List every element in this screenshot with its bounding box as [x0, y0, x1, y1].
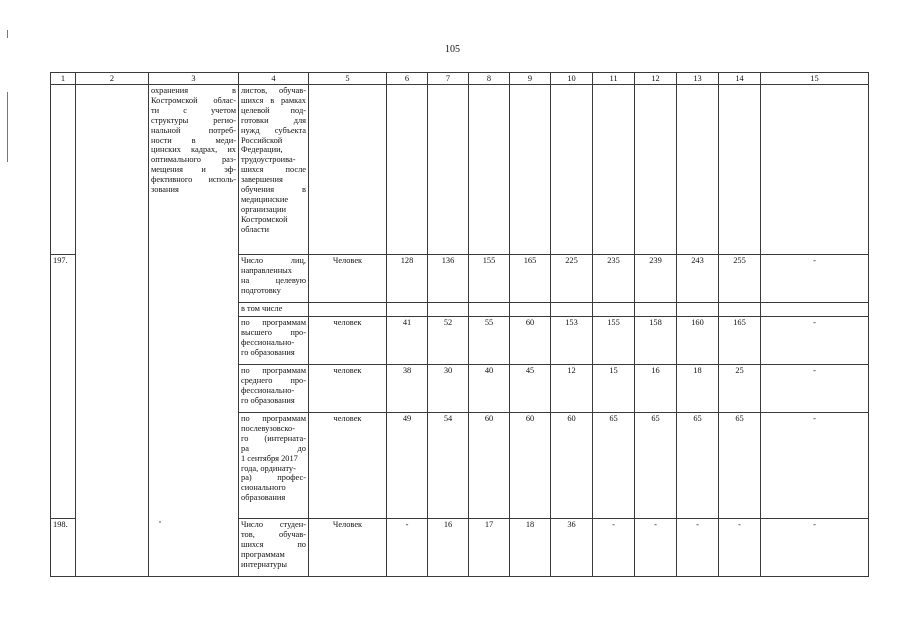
- header-cell: 12: [635, 73, 677, 85]
- header-cell: 1: [51, 73, 76, 85]
- value-cell: 65: [719, 413, 761, 519]
- unit-cell: человек: [309, 317, 387, 365]
- value-cell: -: [593, 519, 635, 577]
- value-cell: 41: [387, 317, 428, 365]
- value-cell: 18: [510, 519, 551, 577]
- header-cell: 4: [239, 73, 309, 85]
- value-cell: 160: [677, 317, 719, 365]
- value-cell: [719, 303, 761, 317]
- value-cell: 65: [635, 413, 677, 519]
- value-cell: 12: [551, 365, 593, 413]
- unit-cell: [309, 303, 387, 317]
- header-cell: 13: [677, 73, 719, 85]
- value-cell: 17: [469, 519, 510, 577]
- value-cell: 30: [428, 365, 469, 413]
- unit-cell: человек: [309, 365, 387, 413]
- value-cell: 155: [469, 255, 510, 303]
- unit-cell: человек: [309, 413, 387, 519]
- value-cell: 128: [387, 255, 428, 303]
- value-cell: -: [761, 365, 869, 413]
- cont-indicator-cell: листов, обучав- шихся в рамках целевой под- готовки для нужд субъекта Российской Федерации, трудоустроива- шихся после завершения обучения в медицинские организации Костромской области: [239, 85, 309, 255]
- value-cell: 16: [635, 365, 677, 413]
- header-row: [51, 73, 869, 85]
- value-cell: 235: [593, 255, 635, 303]
- header-cell: 2: [76, 73, 149, 85]
- value-cell: 65: [677, 413, 719, 519]
- value-cell: [428, 303, 469, 317]
- header-cell: 11: [593, 73, 635, 85]
- value-cell: 60: [469, 413, 510, 519]
- value-cell: 225: [551, 255, 593, 303]
- value-cell: [510, 303, 551, 317]
- value-cell: 45: [510, 365, 551, 413]
- indicator-name-cell: Число лиц, направленных на целевую подготовку: [239, 255, 309, 303]
- margin-mark-lower: [7, 92, 8, 162]
- value-cell: -: [761, 255, 869, 303]
- value-cell: 165: [510, 255, 551, 303]
- indicator-name-cell: по программам среднего про- фессионально- го образования: [239, 365, 309, 413]
- value-cell: 38: [387, 365, 428, 413]
- value-cell: 25: [719, 365, 761, 413]
- value-cell: 165: [719, 317, 761, 365]
- value-cell: 16: [428, 519, 469, 577]
- value-cell: 158: [635, 317, 677, 365]
- header-cell: 10: [551, 73, 593, 85]
- value-cell: -: [761, 519, 869, 577]
- value-cell: 60: [510, 413, 551, 519]
- value-cell: [677, 303, 719, 317]
- value-cell: [593, 303, 635, 317]
- value-cell: -: [761, 413, 869, 519]
- value-cell: 55: [469, 317, 510, 365]
- header-cell: 9: [510, 73, 551, 85]
- value-cell: [551, 303, 593, 317]
- value-cell: 239: [635, 255, 677, 303]
- value-cell: 153: [551, 317, 593, 365]
- header-cell: 15: [761, 73, 869, 85]
- indicator-name-cell: Число студен- тов, обучав- шихся по программам интернатуры: [239, 519, 309, 577]
- indicator-name-cell: по программам послевузовско- го (интерната- ра до 1 сентября 2017 года, ординату- ра) профес- сионального образования: [239, 413, 309, 519]
- value-cell: [469, 303, 510, 317]
- header-cell: 5: [309, 73, 387, 85]
- row-number: 198.: [51, 519, 76, 577]
- value-cell: -: [677, 519, 719, 577]
- header-cell: 14: [719, 73, 761, 85]
- value-cell: -: [761, 317, 869, 365]
- page-number: 105: [445, 44, 460, 55]
- value-cell: 49: [387, 413, 428, 519]
- value-cell: -: [635, 519, 677, 577]
- col2-merged-cell: [76, 85, 149, 577]
- value-cell: [761, 303, 869, 317]
- continuation-row: [51, 85, 869, 255]
- value-cell: 54: [428, 413, 469, 519]
- value-cell: 40: [469, 365, 510, 413]
- value-cell: -: [719, 519, 761, 577]
- margin-mark-upper: [7, 30, 8, 38]
- value-cell: 65: [593, 413, 635, 519]
- value-cell: 243: [677, 255, 719, 303]
- indicator-name-cell: в том числе: [239, 303, 309, 317]
- unit-cell: Человек: [309, 255, 387, 303]
- header-cell: 6: [387, 73, 428, 85]
- value-cell: 36: [551, 519, 593, 577]
- cont-num-cell: [51, 85, 76, 255]
- value-cell: 60: [551, 413, 593, 519]
- header-cell: 3: [149, 73, 239, 85]
- value-cell: 136: [428, 255, 469, 303]
- unit-cell: Человек: [309, 519, 387, 577]
- value-cell: -: [387, 519, 428, 577]
- data-table: [50, 72, 869, 577]
- value-cell: [635, 303, 677, 317]
- scan-speck: [159, 521, 161, 523]
- value-cell: [387, 303, 428, 317]
- value-cell: 52: [428, 317, 469, 365]
- header-cell: 7: [428, 73, 469, 85]
- indicator-name-cell: по программам высшего про- фессионально- го образования: [239, 317, 309, 365]
- value-cell: 60: [510, 317, 551, 365]
- value-cell: 255: [719, 255, 761, 303]
- value-cell: 15: [593, 365, 635, 413]
- header-cell: 8: [469, 73, 510, 85]
- indicator-goal-cell: охранения в Костромской облас- ти с учетом структуры регио- нальной потреб- ности в меди- цинских кадрах, их оптимального раз- мещения и эф- фективного исполь- зования: [149, 85, 239, 577]
- row-number: 197.: [51, 255, 76, 519]
- value-cell: 155: [593, 317, 635, 365]
- value-cell: 18: [677, 365, 719, 413]
